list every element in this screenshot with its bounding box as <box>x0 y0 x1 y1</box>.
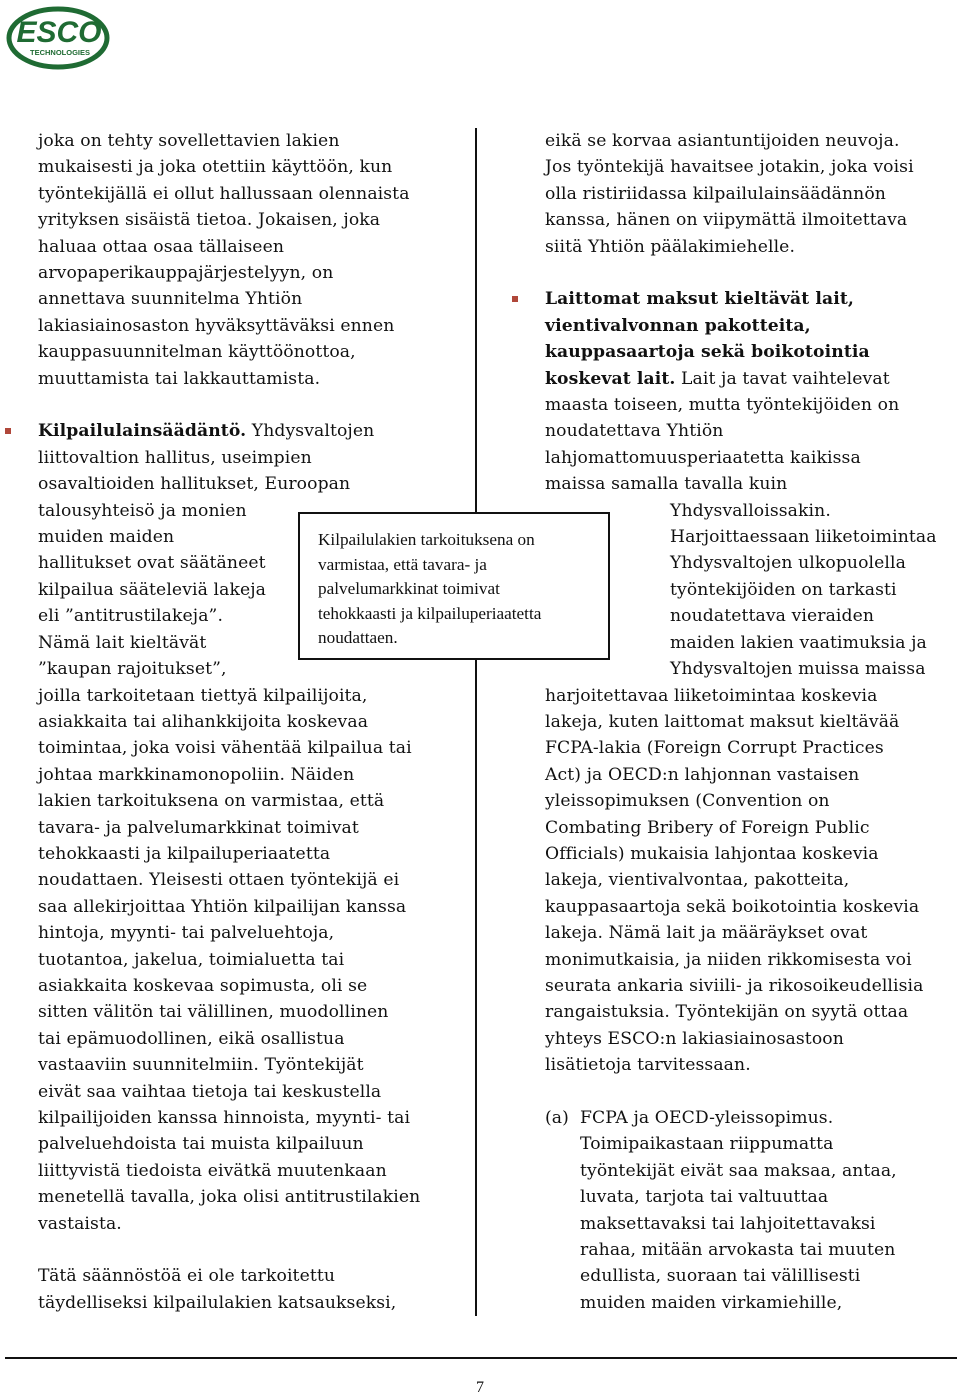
text-line: Yhdysvalloissakin. <box>670 500 831 521</box>
page-number: 7 <box>476 1379 484 1396</box>
text-line: lisätietoja tarvitessaan. <box>545 1055 751 1076</box>
text-line: johtaa markkinamonopoliin. Näiden <box>38 764 355 785</box>
text-line: hallitukset ovat säätäneet <box>38 553 266 574</box>
competition-heading: Kilpailulainsäädäntö. <box>38 421 247 442</box>
text-line: Jos työntekijä havaitsee jotakin, joka voisi <box>545 157 914 178</box>
text-line: lakeja, kuten laittomat maksut kieltävää <box>545 711 900 732</box>
text-line: muiden maiden <box>38 527 175 548</box>
text-line: muuttamista tai lakkauttamista. <box>38 368 321 389</box>
bullet-square-icon <box>512 296 518 302</box>
text-line: hintoja, myynti- tai palveluehtoja, <box>38 923 335 944</box>
column-divider <box>475 128 477 1316</box>
text-line: eli ”antitrustilakeja”. <box>38 606 224 627</box>
footer-rule <box>5 1357 957 1359</box>
text-line: Officials) mukaisia lahjontaa koskevia <box>545 843 879 864</box>
text-line: joilla tarkoitetaan tiettyä kilpailijoita, <box>38 685 368 706</box>
text-line: noudattaen. <box>318 628 398 647</box>
left-intro-paragraph <box>38 128 458 392</box>
text-line: eivät saa vaihtaa tietoja tai keskustella <box>38 1081 382 1102</box>
right-intro-paragraph <box>545 128 950 260</box>
fcpa-list-item <box>545 1105 950 1316</box>
text-line: lakien tarkoituksena on varmistaa, että <box>38 791 385 812</box>
text-line: FCPA-lakia (Foreign Corrupt Practices <box>545 738 884 759</box>
text-line: noudatettava Yhtiön <box>545 421 724 442</box>
text-line: luvata, tarjota tai valtuuttaa <box>580 1187 829 1208</box>
text-line: täydelliseksi kilpailulakien katsaukseksi, <box>38 1292 397 1313</box>
text-line: varmistaa, että tavara- ja <box>318 554 487 574</box>
text-line: vastaista. <box>38 1213 122 1234</box>
text-line: kanssa, hänen on viipymättä ilmoitettava <box>545 210 908 231</box>
text-line: työntekijällä ei ollut hallussaan olennaista <box>38 183 410 204</box>
text-line: annettava suunnitelma Yhtiön <box>38 289 303 310</box>
text-line: harjoitettavaa liiketoimintaa koskevia <box>545 685 878 706</box>
text-line: yhteys ESCO:n lakiasiainosastoon <box>545 1028 844 1049</box>
text-line: Toimipaikastaan riippumatta <box>580 1134 834 1155</box>
text-line: Combating Bribery of Foreign Public <box>545 817 870 838</box>
esco-logo <box>6 4 110 70</box>
text-line: muiden maiden virkamiehille, <box>580 1292 843 1313</box>
text-line: Nämä lait kieltävät <box>38 632 207 653</box>
text-line: rahaa, mitään arvokasta tai muuten <box>580 1240 896 1261</box>
text-line: maiden lakien vaatimuksia ja <box>670 632 927 653</box>
text-line: arvopaperikauppajärjestelyyn, on <box>38 263 334 284</box>
text-line: tehokkaasti ja kilpailuperiaatetta <box>318 603 542 623</box>
text-line: olla ristiriidassa kilpailulainsäädännön <box>545 183 886 204</box>
text-line: monimutkaisia, ja niiden rikkomisesta voi <box>545 949 912 970</box>
text-line: saa allekirjoittaa Yhtiön kilpailijan kanssa <box>38 896 407 917</box>
text-line: asiakkaita tai alihankkijoita koskevaa <box>38 711 369 732</box>
text-line: lahjomattomuusperiaatetta kaikissa <box>545 447 861 468</box>
text-line: Yhdysvaltojen muissa maissa <box>670 659 926 680</box>
text-line: Tätä säännöstöä ei ole tarkoitettu <box>38 1266 336 1287</box>
text-line: yrityksen sisäistä tietoa. Jokaisen, joka <box>38 210 381 231</box>
bullet-square-icon <box>5 428 11 434</box>
text-line: kilpailijoiden kanssa hinnoista, myynti- tai <box>38 1108 411 1129</box>
esco-logo-graphic <box>6 4 110 70</box>
left-column <box>38 128 458 1316</box>
text-line: Kilpailulakien tarkoituksena on <box>318 530 535 549</box>
text-line: kauppasuunnitelman käyttöönottoa, <box>38 342 356 363</box>
text-line: maksettavaksi tai lahjoitettavaksi <box>580 1213 876 1234</box>
text-line: kilpailua sääteleviä lakeja <box>38 579 267 600</box>
text-line: maasta toiseen, mutta työntekijöiden on <box>545 395 900 416</box>
text-line: mukaisesti ja joka otettiin käyttöön, kun <box>38 157 393 178</box>
bribery-law-paragraph <box>545 286 950 1078</box>
closing-paragraph <box>38 1263 458 1316</box>
text-line: menetellä tavalla, joka olisi antitrustilakien <box>38 1187 421 1208</box>
text-line: ”kaupan rajoitukset”, <box>38 659 227 680</box>
bribery-heading-line: kauppasaartoja sekä boikotointia <box>545 342 870 363</box>
text-line: Harjoittaessaan liiketoimintaa <box>670 527 937 548</box>
text-line: lakeja, vientivalvontaa, pakotteita, <box>545 870 850 891</box>
logo-text-main: ESCO <box>16 16 102 49</box>
text-line: haluaa ottaa osaa tällaiseen <box>38 236 285 257</box>
text-line: FCPA ja OECD-yleissopimus. <box>580 1108 834 1128</box>
text-line: palvelumarkkinat toimivat <box>318 579 500 598</box>
text-line: siitä Yhtiön päälakimiehelle. <box>545 236 796 257</box>
text-line: tuotantoa, jakelua, toimialuetta tai <box>38 949 345 970</box>
text-line: joka on tehty sovellettavien lakien <box>38 131 340 151</box>
text-line: kauppasaartoja sekä boikotointia koskevia <box>545 896 920 917</box>
text-line: edullista, suoraan tai välillisesti <box>580 1266 861 1287</box>
text-line: talousyhteisö ja monien <box>38 500 247 521</box>
text-line: seurata ankaria siviili- ja rikosoikeudellisia <box>545 975 924 996</box>
text-line: Act) ja OECD:n lahjonnan vastaisen <box>545 764 860 785</box>
text-line: työntekijöiden on tarkasti <box>670 579 897 600</box>
text-line: palveluehdoista tai muista kilpailuun <box>38 1134 364 1155</box>
text-line: rangaistuksia. Työntekijän on syytä ottaa <box>545 1002 909 1023</box>
bribery-heading-line: Laittomat maksut kieltävät lait, <box>545 289 855 310</box>
text-line: tehokkaasti ja kilpailuperiaatetta <box>38 843 331 864</box>
bribery-heading-line: vientivalvonnan pakotteita, <box>545 315 811 336</box>
competition-heading-rest: Yhdysvaltojen <box>246 421 375 442</box>
text-line: liittyvistä tiedoista eivätkä muutenkaan <box>38 1160 387 1181</box>
text-line: asiakkaita koskevaa sopimusta, oli se <box>38 975 368 996</box>
text-line: vastaaviin suunnitelmiin. Työntekijät <box>38 1055 364 1076</box>
text-line: Yhdysvaltojen ulkopuolella <box>670 553 906 574</box>
text-line: liittovaltion hallitus, useimpien <box>38 447 312 468</box>
bribery-heading-rest: Lait ja tavat vaihtelevat <box>675 368 890 389</box>
logo-text-sub: TECHNOLOGIES <box>29 48 91 57</box>
text-line <box>38 418 458 444</box>
text-line: lakeja. Nämä lait ja määräykset ovat <box>545 923 868 944</box>
text-line <box>545 366 950 392</box>
right-column <box>545 128 950 1316</box>
text-line: maissa samalla tavalla kuin <box>545 474 788 495</box>
text-line: sitten välitön tai välillinen, muodollinen <box>38 1002 389 1023</box>
text-line: osavaltioiden hallitukset, Euroopan <box>38 474 351 495</box>
text-line: eikä se korvaa asiantuntijoiden neuvoja. <box>545 131 900 151</box>
text-line: toimintaa, joka voisi vähentää kilpailua tai <box>38 738 412 759</box>
list-marker: (a) <box>545 1108 569 1128</box>
text-line: työntekijät eivät saa maksaa, antaa, <box>580 1160 897 1181</box>
text-line: noudattaen. Yleisesti ottaen työntekijä ei <box>38 870 400 891</box>
text-line: tai epämuodollinen, eikä osallistua <box>38 1028 345 1049</box>
text-line: yleissopimuksen (Convention on <box>545 791 830 812</box>
text-line: noudatettava vieraiden <box>670 606 875 627</box>
text-line: lakiasiainosaston hyväksyttäväksi ennen <box>38 315 395 336</box>
bribery-heading-line: koskevat lait. <box>545 368 676 389</box>
text-line: tavara- ja palvelumarkkinat toimivat <box>38 817 359 838</box>
